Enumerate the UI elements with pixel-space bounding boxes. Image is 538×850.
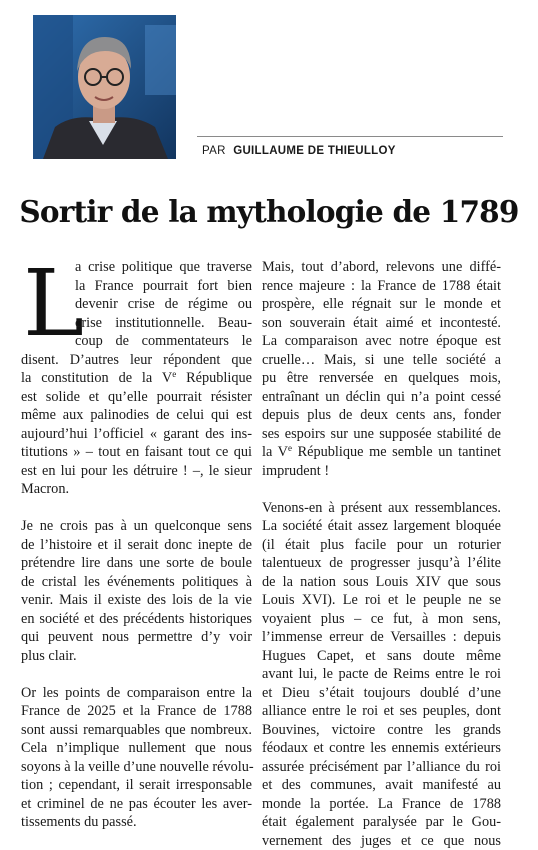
text-line: féodaux et contre les ennemis extérieurs	[262, 739, 501, 758]
text-line: Or les points de comparaison entre la	[21, 684, 252, 703]
text-line: venir. Mais il existe des lois de la vie	[21, 591, 252, 610]
text-line: voyaient plus – ce fut, à mon sens,	[262, 610, 501, 629]
text-line: Venons-en à présent aux ressemblances.	[262, 499, 501, 518]
paragraph-gap	[21, 665, 252, 684]
byline-prefix: PAR	[202, 145, 226, 157]
text-line: est en lui pour les détruire ! –, le sieur	[21, 462, 252, 481]
text-line: Hugues Capet, et sans doute même	[262, 647, 501, 666]
text-line: prospère, elle régnait sur le monde et	[262, 295, 501, 314]
text-line: Bouvines, victoire contre les grands	[262, 721, 501, 740]
author-photo	[33, 15, 176, 159]
text-line: de cristal les événements politiques à	[21, 573, 252, 592]
superscript: e	[172, 369, 176, 379]
text-line: assurée précisément par l’alliance du roi	[262, 758, 501, 777]
text-line: pu être renversée en quelques mois,	[262, 369, 501, 388]
text-line: de la nation sous Louis XIV que sous	[262, 573, 501, 592]
text-line: en société et des précédents historiques	[21, 610, 252, 629]
text-line: crise institutionnelle. Beau-	[75, 314, 252, 333]
text-line: depuis plus de deux cents ans, fonder	[262, 406, 501, 425]
byline-rule	[197, 136, 503, 137]
text-line: rence majeure : la France de 1788 était	[262, 277, 501, 296]
text-line: talentueux de progresser jusqu’à l’élite	[262, 554, 501, 573]
text-line: alliance entre le roi et ses peuples, dont	[262, 702, 501, 721]
byline	[202, 145, 396, 157]
text-line: la Ve République me semble un tantinet	[262, 443, 501, 462]
text-line: (il était plus facile pour un roturier	[262, 536, 501, 555]
text-line: ses espoirs sur une supposée stabilité de	[262, 425, 501, 444]
text-line: l’immense erreur de Versailles : depuis	[262, 628, 501, 647]
text-line: et Dieu s’était toujours doublé d’une	[262, 684, 501, 703]
text-line: coup de commentateurs le	[75, 332, 252, 351]
text-line: a crise politique que traverse	[75, 258, 252, 277]
text-line: sont aussi remarquables que nombreux.	[21, 721, 252, 740]
text-line: aujourd’hui l’officiel « garant des ins-	[21, 425, 252, 444]
text-line: Je ne crois pas à un quelconque sens	[21, 517, 252, 536]
text-line: de l’histoire et il serait donc inepte de	[21, 536, 252, 555]
text-line: était également paralysée par le Gou-	[262, 813, 501, 832]
text-line: La comparaison avec notre époque est	[262, 332, 501, 351]
text-line: tissements du passé.	[21, 813, 252, 832]
paragraph-gap	[262, 480, 501, 499]
text-line: avant lui, le pacte de Reims entre le roi	[262, 665, 501, 684]
text-line: la France pourrait fort bien	[75, 277, 252, 296]
article-column-1-intro	[75, 258, 252, 351]
text-line: monde la portée. La France de 1788	[262, 795, 501, 814]
text-line: qui peuvent nous permettre d’y voir	[21, 628, 252, 647]
text-line: vernement des juges et ce que nous	[262, 832, 501, 850]
text-line: titutions » – tout en faisant tout ce qui	[21, 443, 252, 462]
article-column-2	[262, 258, 501, 850]
text-line: prétendre lire dans une sorte de boule	[21, 554, 252, 573]
article-column-1	[21, 351, 252, 832]
article-headline: Sortir de la mythologie de 1789	[0, 194, 538, 229]
text-line: soyons à la veille d’une nouvelle révolu-	[21, 758, 252, 777]
text-line: la constitution de la Ve République	[21, 369, 252, 388]
text-line: devenir crise de régime ou	[75, 295, 252, 314]
text-line: est solide et qu’elle pourrait résister	[21, 388, 252, 407]
text-line: et criminel de ne pas écouter les aver-	[21, 795, 252, 814]
text-line: Louis XVI). Le roi et le peuple ne se	[262, 591, 501, 610]
text-line: son souverain était aimé et incontesté.	[262, 314, 501, 333]
text-line: imprudent !	[262, 462, 501, 481]
text-line: Mais, tout d’abord, relevons une diffé-	[262, 258, 501, 277]
author-name: GUILLAUME DE THIEULLOY	[233, 145, 395, 157]
text-line: cruelle… Mais, si une telle société a	[262, 351, 501, 370]
text-line: entraînant un déclin qui n’a point cessé	[262, 388, 501, 407]
text-line: tion ; cependant, il serait irresponsable	[21, 776, 252, 795]
text-line: disent. D’autres leur répondent que	[21, 351, 252, 370]
text-line: Macron.	[21, 480, 252, 499]
paragraph-gap	[21, 499, 252, 518]
text-line: plus clair.	[21, 647, 252, 666]
text-line: et des communes, avait manifesté au	[262, 776, 501, 795]
text-line: Cela n’implique nullement que nous	[21, 739, 252, 758]
text-line: même aux palinodies de celui qui est	[21, 406, 252, 425]
drop-cap: L	[23, 258, 84, 350]
superscript: e	[288, 443, 292, 453]
text-line: France de 2025 et la France de 1788	[21, 702, 252, 721]
text-line: La société était assez largement bloquée	[262, 517, 501, 536]
